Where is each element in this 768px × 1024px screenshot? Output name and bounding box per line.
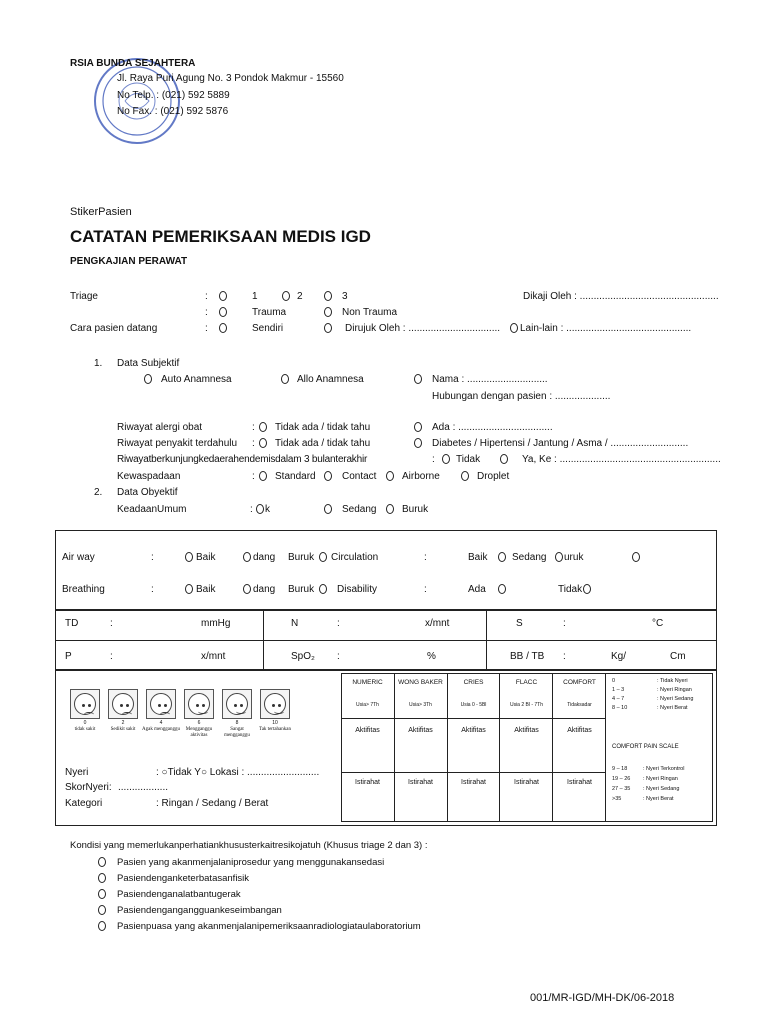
page-subtitle: PENGKAJIAN PERAWAT (70, 256, 188, 267)
pain-face-label: Mengganggu aktivitas (185, 727, 213, 738)
nyeri-value[interactable]: : ○Tidak Y○ Lokasi : .......................... (156, 767, 320, 778)
circulation-baik-radio[interactable] (498, 552, 506, 562)
pain-scale-istirahat[interactable]: Istirahat (514, 779, 539, 786)
kondisi-radio[interactable] (98, 873, 106, 883)
lain-label: Lain-lain : ............................................. (520, 323, 692, 334)
obyektif-number: 2. (94, 487, 103, 498)
dirujuk-radio[interactable] (324, 323, 332, 333)
face-mouth (198, 709, 208, 714)
pain-scale-note: Usia> 7Th (356, 702, 379, 708)
pain-scale-istirahat[interactable]: Istirahat (408, 779, 433, 786)
pain-scale-aktifitas[interactable]: Aktifitas (408, 727, 433, 734)
face-eye (164, 704, 167, 707)
n-label: N (291, 618, 299, 629)
pain-scale-name: NUMERIC (352, 679, 383, 686)
skor-nyeri-label: SkorNyeri: (65, 782, 112, 793)
pain-scale-istirahat[interactable]: Istirahat (567, 779, 592, 786)
pain-face-label: Sedikit sakit (110, 727, 136, 732)
sticker-label: StikerPasien (70, 206, 132, 218)
pain-face-number: 2 (121, 720, 125, 726)
keadaan-label: KeadaanUmum (117, 504, 187, 515)
td-unit: mmHg (201, 618, 231, 629)
pain-scale-name: CRIES (463, 679, 484, 686)
penyakit-label: Riwayat penyakit terdahulu (117, 438, 238, 449)
alergi-label: Riwayat alergi obat (117, 422, 203, 433)
breathing-sedang-label: dang (253, 584, 276, 595)
pain-face-icon (108, 689, 138, 719)
scale-col-2 (447, 673, 448, 822)
scale-col-4 (552, 673, 553, 822)
keadaan-buruk-label: Buruk (402, 504, 429, 515)
pain-scale-aktifitas[interactable]: Aktifitas (567, 727, 592, 734)
breathing-label: Breathing (62, 584, 105, 595)
triage-2-label: 2 (297, 291, 303, 302)
lain-radio[interactable] (510, 323, 518, 333)
kunjungan-tidak-label: Tidak (456, 454, 481, 465)
cara-datang-label: Cara pasien datang (70, 323, 158, 334)
airborne-radio[interactable] (386, 471, 394, 481)
face-mouth (122, 712, 132, 717)
circulation-sedang-radio[interactable] (555, 552, 563, 562)
subjektif-number: 1. (94, 358, 103, 369)
pain-scale-aktifitas[interactable]: Aktifitas (355, 727, 380, 734)
kunjungan-colon: : (432, 454, 435, 465)
vitals-col-divider-1 (263, 610, 264, 670)
triage-2-radio[interactable] (282, 291, 290, 301)
legend-desc: : Tidak Nyeri (657, 678, 688, 684)
face-circle (264, 693, 286, 715)
hospital-phone: No Telp. : (021) 592 5889 (117, 90, 230, 101)
face-eye (234, 704, 237, 707)
kondisi-radio[interactable] (98, 905, 106, 915)
airway-baik-radio[interactable] (185, 552, 193, 562)
bbtb-label: BB / TB (510, 651, 545, 662)
kunjungan-tidak-radio[interactable] (442, 454, 450, 464)
spo2-label: SpO₂ (291, 651, 315, 662)
abcd-box (55, 530, 717, 610)
breathing-colon: : (151, 584, 154, 595)
kg-unit: Kg/ (611, 651, 627, 662)
scale-col-1 (394, 673, 395, 822)
kategori-label: Kategori (65, 798, 103, 809)
pain-face-label: Tak tertahankan (259, 727, 291, 732)
spo2-colon: : (337, 651, 340, 662)
face-mouth (84, 712, 94, 717)
penyakit-tidak-radio[interactable] (259, 438, 267, 448)
triage-1-label: 1 (252, 291, 258, 302)
keadaan-sedang-label: Sedang (342, 504, 377, 515)
scale-col-5 (605, 673, 606, 822)
alergi-ada-radio[interactable] (414, 422, 422, 432)
pain-face-number: 4 (159, 720, 163, 726)
pain-face-icon (146, 689, 176, 719)
face-eye (88, 704, 91, 707)
kondisi-radio[interactable] (98, 889, 106, 899)
allo-anamnesa-label: Allo Anamnesa (297, 374, 364, 385)
face-eye (158, 704, 161, 707)
keadaan-colon: : (250, 504, 253, 515)
pain-scale-aktifitas[interactable]: Aktifitas (514, 727, 539, 734)
triage-colon: : (205, 291, 208, 302)
keadaan-baik-label: k (265, 504, 270, 515)
page-title: CATATAN PEMERIKSAAN MEDIS IGD (70, 227, 371, 246)
hospital-address: Jl. Raya Puri Agung No. 3 Pondok Makmur - 15560 (117, 73, 344, 84)
pain-face-label: Sangat mengganggu (224, 727, 250, 738)
obyektif-heading: Data Obyektif (117, 487, 178, 498)
pain-face-number: 10 (272, 720, 278, 726)
kondisi-item-label: Pasien yang akanmenjalaniprosedur yang menggunakansedasi (117, 857, 385, 868)
scale-row-line-2 (341, 772, 605, 773)
triage-3-label: 3 (342, 291, 348, 302)
scale-row-line-1 (341, 718, 605, 719)
disability-ada-label: Ada (468, 584, 486, 595)
trauma-radio[interactable] (219, 307, 227, 317)
kondisi-radio[interactable] (98, 921, 106, 931)
disability-tidak-label: Tidak (558, 584, 583, 595)
breathing-baik-radio[interactable] (185, 584, 193, 594)
kondisi-item-label: Pasiendenganketerbatasanfisik (117, 873, 250, 884)
pain-scale-istirahat[interactable]: Istirahat (355, 779, 380, 786)
alergi-tidak-radio[interactable] (259, 422, 267, 432)
legend-desc: : Nyeri Berat (657, 705, 688, 711)
face-circle (188, 693, 210, 715)
penyakit-diabetes-radio[interactable] (414, 438, 422, 448)
s-colon: : (563, 618, 566, 629)
legend-range: 4 – 7 (612, 696, 625, 702)
pain-face-icon (70, 689, 100, 719)
legend-range: 19 – 26 (612, 776, 631, 782)
face-eye (120, 704, 123, 707)
airway-sedang-radio[interactable] (243, 552, 251, 562)
sendiri-radio[interactable] (219, 323, 227, 333)
pain-face-label: tidak sakit (74, 727, 96, 732)
legend-desc: : Nyeri Sedang (657, 696, 694, 702)
cara-colon: : (205, 323, 208, 334)
legend-desc: : Nyeri Berat (643, 796, 674, 802)
keadaan-buruk-radio[interactable] (386, 504, 394, 514)
circulation-baik-label: Baik (468, 552, 488, 563)
face-eye (272, 704, 275, 707)
breathing-baik-label: Baik (196, 584, 216, 595)
pain-scale-name: WONG BAKER (398, 679, 443, 686)
droplet-radio[interactable] (461, 471, 469, 481)
airway-buruk-radio[interactable] (319, 552, 327, 562)
skor-nyeri-value[interactable]: .................. (118, 782, 169, 793)
pain-scale-name: FLACC (515, 679, 538, 686)
vitals-col-divider-2 (486, 610, 487, 670)
face-eye (202, 704, 205, 707)
dirujuk-label: Dirujuk Oleh : ................................. (345, 323, 501, 334)
circulation-buruk-label: uruk (564, 552, 584, 563)
cm-unit: Cm (670, 651, 686, 662)
triage-1-radio[interactable] (219, 291, 227, 301)
allo-anamnesa-radio[interactable] (281, 374, 289, 384)
kondisi-title: Kondisi yang memerlukanperhatiankhususterkaitresikojatuh (Khusus triage 2 dan 3) : (70, 840, 428, 851)
triage-label: Triage (70, 291, 98, 302)
pain-face-number: 6 (197, 720, 201, 726)
legend-range: 1 – 3 (612, 687, 625, 693)
circulation-sedang-label: Sedang (512, 552, 547, 563)
contact-label: Contact (342, 471, 377, 482)
alergi-tidak-label: Tidak ada / tidak tahu (275, 422, 371, 433)
face-circle (150, 693, 172, 715)
pain-face-icon (260, 689, 290, 719)
kunjungan-label: Riwayatberkunjungkedaerahendemisdalam 3 bulanterakhir (117, 454, 368, 465)
pain-scale-note: Usia 0 - 5Bl (460, 702, 487, 708)
scale-col-3 (499, 673, 500, 822)
hospital-name: RSIA BUNDA SEJAHTERA (70, 58, 196, 69)
airway-sedang-label: dang (253, 552, 276, 563)
contact-radio[interactable] (324, 471, 332, 481)
hospital-fax: No Fax. : (021) 592 5876 (117, 106, 229, 117)
circulation-colon: : (424, 552, 427, 563)
kewaspadaan-colon: : (252, 471, 255, 482)
alergi-colon: : (252, 422, 255, 433)
comfort-pain-scale-title: COMFORT PAIN SCALE (612, 744, 679, 750)
standard-label: Standard (275, 471, 316, 482)
pain-face-label: Agak mengganggu (142, 727, 180, 732)
pain-face-number: 8 (235, 720, 239, 726)
auto-anamnesa-label: Auto Anamnesa (161, 374, 232, 385)
disability-ada-radio[interactable] (498, 584, 506, 594)
kondisi-radio[interactable] (98, 857, 106, 867)
pain-face-icon (184, 689, 214, 719)
disability-tidak-radio[interactable] (583, 584, 591, 594)
face-eye (82, 704, 85, 707)
pain-scale-note: Usia 2 Bl - 7Th (509, 702, 544, 708)
legend-range: 9 – 18 (612, 766, 628, 772)
n-unit: x/mnt (425, 618, 450, 629)
alergi-ada-label: Ada : .................................. (432, 422, 553, 433)
face-eye (196, 704, 199, 707)
droplet-label: Droplet (477, 471, 510, 482)
n-colon: : (337, 618, 340, 629)
legend-desc: : Nyeri Ringan (643, 776, 678, 782)
breathing-sedang-radio[interactable] (243, 584, 251, 594)
vitals-divider (55, 640, 717, 641)
face-mouth (236, 709, 246, 714)
face-eye (126, 704, 129, 707)
hubungan-field[interactable]: Hubungan dengan pasien : .................... (432, 391, 611, 402)
p-colon: : (110, 651, 113, 662)
airway-colon: : (151, 552, 154, 563)
airborne-label: Airborne (402, 471, 440, 482)
airway-buruk-label: Buruk (288, 552, 315, 563)
auto-anamnesa-radio[interactable] (144, 374, 152, 384)
kewaspadaan-label: Kewaspadaan (117, 471, 181, 482)
s-unit: °C (652, 618, 664, 629)
kunjungan-ya-radio[interactable] (500, 454, 508, 464)
penyakit-colon: : (252, 438, 255, 449)
face-mouth (274, 709, 284, 714)
face-circle (112, 693, 134, 715)
legend-range: 0 (612, 678, 616, 684)
dikaji-oleh: Dikaji Oleh : .................................................. (523, 291, 719, 302)
face-circle (226, 693, 248, 715)
pain-scale-istirahat[interactable]: Istirahat (461, 779, 486, 786)
nama-radio[interactable] (414, 374, 422, 384)
nama-field[interactable]: Nama : ............................. (432, 374, 548, 385)
pain-scale-note: Tidaksadar (567, 702, 592, 708)
legend-desc: : Nyeri Ringan (657, 687, 692, 693)
kunjungan-ya-label: Ya, Ke : .......................................................... (522, 454, 721, 465)
keadaan-sedang-radio[interactable] (324, 504, 332, 514)
face-mouth (160, 712, 170, 717)
keadaan-baik-radio[interactable] (256, 504, 264, 514)
legend-range: >35 (612, 796, 622, 802)
legend-range: 8 – 10 (612, 705, 628, 711)
subjektif-heading: Data Subjektif (117, 358, 180, 369)
trauma-colon: : (205, 307, 208, 318)
pain-scale-name: COMFORT (563, 679, 596, 686)
non-trauma-radio[interactable] (324, 307, 332, 317)
face-eye (240, 704, 243, 707)
pain-face-number: 0 (83, 720, 87, 726)
legend-desc: : Nyeri Terkontrol (643, 766, 685, 772)
breathing-buruk-label: Buruk (288, 584, 315, 595)
kategori-value: : Ringan / Sedang / Berat (156, 798, 269, 809)
sendiri-label: Sendiri (252, 323, 284, 334)
td-label: TD (65, 618, 79, 629)
face-circle (74, 693, 96, 715)
s-label: S (516, 618, 523, 629)
standard-radio[interactable] (259, 471, 267, 481)
spo2-unit: % (427, 651, 436, 662)
trauma-label: Trauma (252, 307, 287, 318)
circulation-buruk-radio[interactable] (632, 552, 640, 562)
form-code: 001/MR-IGD/MH-DK/06-2018 (530, 992, 675, 1004)
kondisi-item-label: Pasienpuasa yang akanmenjalanipemeriksaanradiologiataulaboratorium (117, 921, 421, 932)
kondisi-item-label: Pasiendenganalatbantugerak (117, 889, 241, 900)
triage-3-radio[interactable] (324, 291, 332, 301)
pain-scale-aktifitas[interactable]: Aktifitas (461, 727, 486, 734)
breathing-buruk-radio[interactable] (319, 584, 327, 594)
penyakit-diabetes-label: Diabetes / Hipertensi / Jantung / Asma / ............................ (432, 438, 689, 449)
disability-colon: : (424, 584, 427, 595)
bbtb-colon: : (563, 651, 566, 662)
hospital-stamp (92, 56, 182, 146)
nyeri-label: Nyeri (65, 767, 89, 778)
legend-range: 27 – 35 (612, 786, 631, 792)
td-colon: : (110, 618, 113, 629)
circulation-label: Circulation (331, 552, 379, 563)
penyakit-tidak-label: Tidak ada / tidak tahu (275, 438, 371, 449)
face-eye (278, 704, 281, 707)
p-unit: x/mnt (201, 651, 226, 662)
disability-label: Disability (337, 584, 378, 595)
pain-face-icon (222, 689, 252, 719)
kondisi-item-label: Pasiendengangangguankeseimbangan (117, 905, 282, 916)
non-trauma-label: Non Trauma (342, 307, 398, 318)
airway-label: Air way (62, 552, 95, 563)
airway-baik-label: Baik (196, 552, 216, 563)
p-label: P (65, 651, 72, 662)
pain-scale-note: Usia> 3Th (409, 702, 432, 708)
legend-desc: : Nyeri Sedang (643, 786, 680, 792)
